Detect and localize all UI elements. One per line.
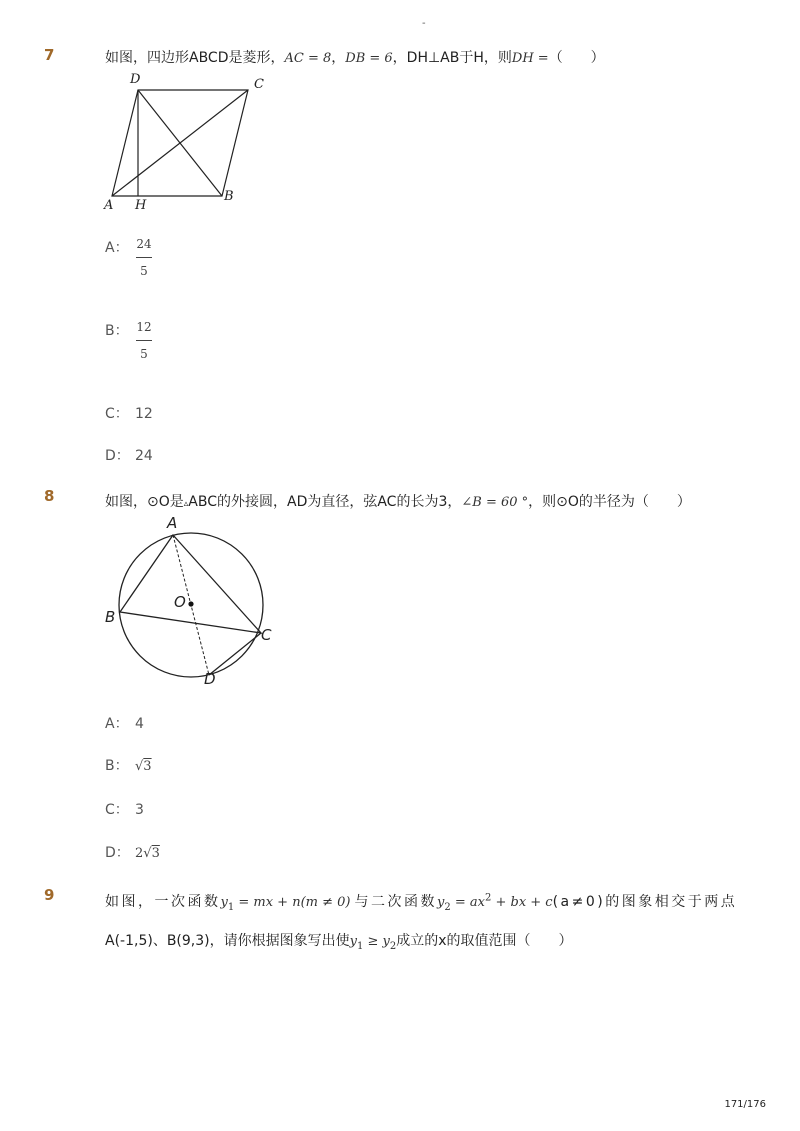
q7-option-b[interactable] (105, 320, 135, 340)
q7-math-ac: AC = 8 (284, 51, 332, 66)
page-number: 171/176 (724, 1099, 766, 1110)
q9-eq2-sup: 2 (484, 892, 492, 904)
fraction-denominator: 5 (140, 347, 148, 361)
fraction-bar (136, 340, 152, 341)
q7-sep: ， (331, 50, 346, 66)
q7-math-db: DB = 6 (345, 51, 393, 66)
q9-text-e: 成立的x的取值范围（ ） (396, 933, 573, 949)
question-8-number: 8 (44, 487, 55, 505)
q8-text-c: ，则⊙O的半径为（ ） (528, 494, 691, 510)
q8-option-a-value: 4 (135, 716, 144, 732)
q7-option-a[interactable] (105, 237, 135, 257)
q7-option-d[interactable] (105, 445, 153, 465)
q8-circle-figure (100, 512, 280, 692)
q7-paren: （ ） (548, 50, 605, 66)
q9-y1-sub: 1 (227, 901, 235, 913)
q8-text-b: ABC的外接圆，AD为直径，弦AC的长为3， (188, 494, 462, 510)
q8-option-c-value: 3 (135, 802, 144, 818)
question-8-stem (105, 491, 691, 511)
fraction-denominator: 5 (140, 264, 148, 278)
question-9-line-1 (105, 891, 737, 913)
q9-y2: y (436, 895, 445, 910)
triangle-abc (120, 535, 261, 633)
label-h: H (135, 198, 147, 213)
label-d: D (204, 670, 216, 688)
q7-math-dh: DH = (511, 51, 549, 66)
q8-option-c-label: C： (105, 802, 129, 818)
q7-option-d-label: D： (105, 448, 130, 464)
q7-option-c-value: 12 (135, 406, 153, 422)
q8-option-d-sqrt: 2√3 (135, 846, 160, 861)
q8-option-a-label: A： (105, 716, 129, 732)
top-mark: - (422, 18, 426, 29)
q8-option-b-sqrt: √3 (135, 759, 152, 774)
label-a: A (167, 514, 178, 532)
q7-option-b-label: B： (105, 323, 129, 339)
q9-text-d: A(-1,5)、B(9,3)，请你根据图象写出使 (105, 933, 350, 949)
q7-option-c[interactable] (105, 403, 153, 423)
q9-eq2b: + bx + c (491, 895, 553, 910)
q9-text-b: 与二次函数 (354, 894, 437, 910)
question-7-number: 7 (44, 46, 55, 64)
q7-option-c-label: C： (105, 406, 129, 422)
fraction-numerator: 24 (136, 237, 152, 251)
question-7-stem (105, 47, 605, 67)
radicand: 3 (151, 846, 160, 861)
q9-ya-sub: 1 (356, 940, 364, 952)
q8-option-b[interactable] (105, 755, 152, 775)
chord-cd (209, 633, 261, 675)
q8-option-c[interactable] (105, 799, 144, 819)
triangle-icon: ▵ (183, 499, 189, 509)
q7-option-b-fraction (136, 320, 152, 361)
q7-option-a-label: A： (105, 240, 129, 256)
q8-option-d-label: D： (105, 845, 130, 861)
q9-y1: y (220, 895, 228, 910)
q9-text-c: (a≠0)的图象相交于两点 (552, 894, 738, 910)
q9-ya: y (349, 934, 357, 949)
q9-y2-sub: 2 (444, 901, 451, 913)
q8-math-angle: ∠B = 60 ° (461, 495, 529, 510)
center-point (188, 601, 193, 606)
q8-option-b-label: B： (105, 758, 129, 774)
q9-yb-sub: 2 (389, 940, 397, 952)
q9-text-a: 如图，一次函数 (105, 894, 221, 910)
q7-option-d-value: 24 (135, 448, 153, 464)
q7-option-a-fraction (136, 237, 152, 278)
label-o: O (174, 593, 186, 611)
label-c: C (261, 626, 272, 644)
question-9-number: 9 (44, 886, 55, 904)
label-b: B (224, 189, 234, 204)
label-b: B (105, 608, 116, 626)
q9-yb: y (382, 934, 390, 949)
label-a: A (104, 198, 114, 213)
q8-option-a[interactable] (105, 713, 144, 733)
label-d: D (130, 72, 141, 87)
q9-eq2a: = ax (450, 895, 485, 910)
q9-geq: ≥ (363, 934, 383, 949)
q8-text-a: 如图，⊙O是 (105, 494, 184, 510)
question-9-line-2 (105, 930, 573, 952)
q8-option-d[interactable] (105, 842, 160, 862)
radicand: 3 (143, 759, 152, 774)
q7-rhombus-figure (100, 70, 280, 215)
label-c: C (254, 77, 264, 92)
fraction-bar (136, 257, 152, 258)
diagonal-ac (112, 90, 248, 196)
q7-text-a: 如图，四边形ABCD是菱形， (105, 50, 285, 66)
coefficient: 2 (135, 846, 144, 861)
q9-eq1: = mx + n(m ≠ 0) (234, 895, 351, 910)
q7-text-b: ，DH⊥AB于H，则 (392, 50, 512, 66)
fraction-numerator: 12 (136, 320, 152, 334)
